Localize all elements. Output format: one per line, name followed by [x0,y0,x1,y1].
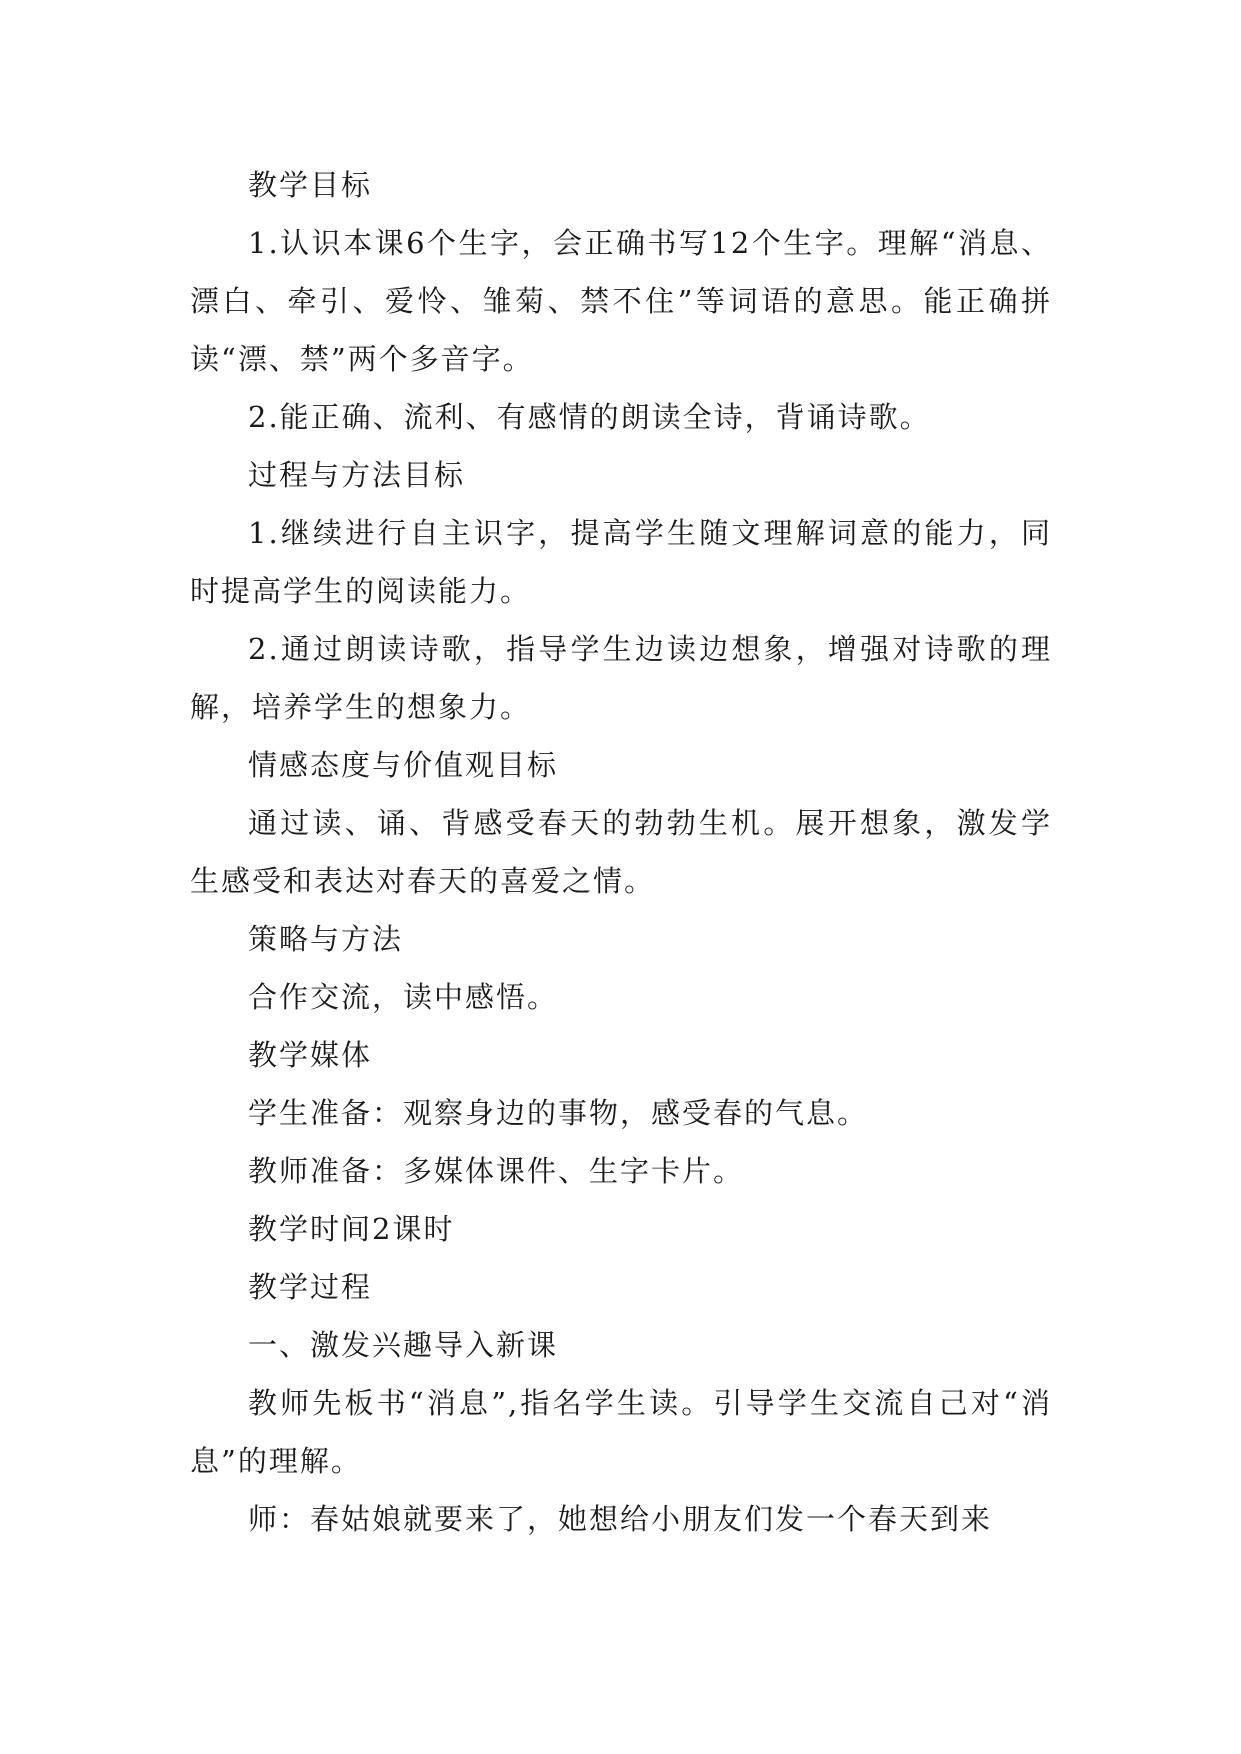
paragraph-process-2: 2.通过朗读诗歌，指导学生边读边想象，增强对诗歌的理解，培养学生的想象力。 [190,632,1052,724]
paragraph-board-writing: 教师先板书“消息”,指名学生读。引导学生交流自己对“消息”的理解。 [190,1386,1052,1478]
paragraph-objective-1: 1.认识本课6个生字，会正确书写12个生字。理解“消息、漂白、牵引、爱怜、雏菊、禁不住”等词语的意思。能正确拼读“漂、禁”两个多音字。 [190,226,1052,376]
paragraph-objective-2: 2.能正确、流利、有感情的朗读全诗，背诵诗歌。 [248,400,931,434]
document-body [190,156,1052,1548]
section-heading-emotion-values-objectives: 情感态度与价值观目标 [248,748,559,782]
paragraph-teacher-speech: 师：春姑娘就要来了，她想给小朋友们发一个春天到来 [248,1502,993,1536]
section-heading-strategy-method: 策略与方法 [248,922,404,956]
paragraph-teacher-preparation: 教师准备：多媒体课件、生字卡片。 [248,1154,745,1188]
section-heading-step-one: 一、激发兴趣导入新课 [248,1328,559,1362]
section-heading-process-method-objectives: 过程与方法目标 [248,458,466,492]
paragraph-teaching-time: 教学时间2课时 [248,1212,455,1246]
paragraph-emotion: 通过读、诵、背感受春天的勃勃生机。展开想象，激发学生感受和表达对春天的喜爱之情。 [190,806,1052,898]
section-heading-teaching-process: 教学过程 [248,1270,373,1304]
section-heading-teaching-objectives: 教学目标 [248,168,373,202]
paragraph-student-preparation: 学生准备：观察身边的事物，感受春的气息。 [248,1096,869,1130]
paragraph-process-1: 1.继续进行自主识字，提高学生随文理解词意的能力，同时提高学生的阅读能力。 [190,516,1052,608]
paragraph-strategy: 合作交流，读中感悟。 [248,980,559,1014]
section-heading-teaching-media: 教学媒体 [248,1038,373,1072]
